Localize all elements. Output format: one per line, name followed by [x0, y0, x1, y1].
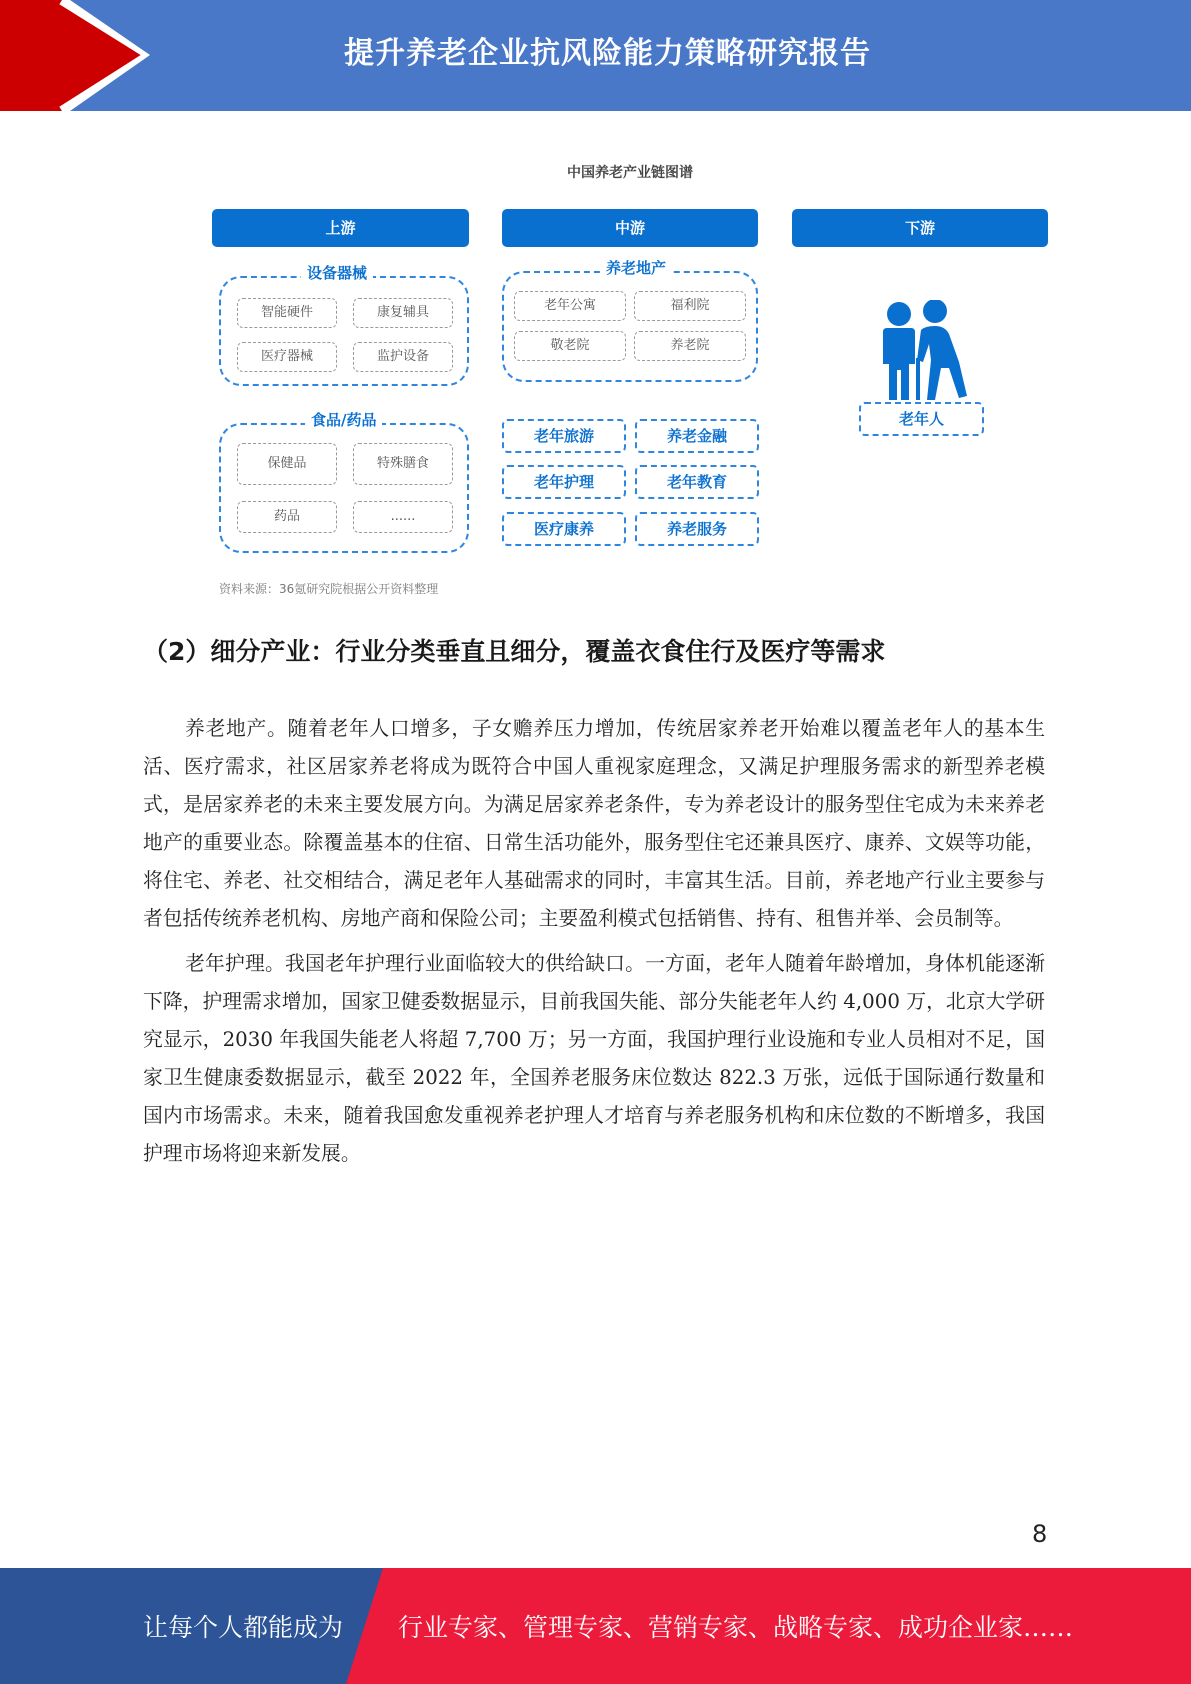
chain-item: ...... — [353, 501, 453, 533]
chain-tag: 医疗康养 — [502, 512, 626, 546]
page-footer — [0, 1568, 1191, 1684]
industry-chain-figure — [205, 150, 1055, 605]
paragraph: 养老地产。随着老年人口增多，子女赡养压力增加，传统居家养老开始难以覆盖老年人的基本生活、医疗需求，社区居家养老将成为既符合中国人重视家庭理念，又满足护理服务需求的新型养老模式，是居家养老的未来主要发展方向。为满足居家养老条件，专为养老设计的服务型住宅成为未来养老地产的重要业态。除覆盖基本的住宿、日常生活功能外，服务型住宅还兼具医疗、康养、文娱等功能，将住宅、养老、社交相结合，满足老年人基础需求的同时，丰富其生活。目前，养老地产行业主要参与者包括传统养老机构、房地产商和保险公司；主要盈利模式包括销售、持有、租售并举、会员制等。 — [143, 717, 1045, 930]
chain-tag: 老年教育 — [635, 465, 759, 499]
chain-item: 药品 — [237, 501, 337, 533]
group-elderly-real-estate — [502, 259, 758, 382]
chain-item: 智能硬件 — [237, 298, 337, 328]
chain-item: 康复辅具 — [353, 298, 453, 328]
paragraph: 老年护理。我国老年护理行业面临较大的供给缺口。一方面，老年人随着年龄增加，身体机能逐渐下降，护理需求增加，国家卫健委数据显示，目前我国失能、部分失能老年人约 4,000 万，北京大学研究显示，2030 年我国失能老人将超 7,700 万；另一方面，我国护理行业设施和专业人员相对不足，国家卫生健康委数据显示，截至 2022 年，全国养老服务床位数达 822.3 万张，远低于国际通行数量和国内市场需求。未来，随着我国愈发重视养老护理人才培育与养老服务机构和床位数的不断增多，我国护理市场将迎来新发展。 — [143, 952, 1045, 1165]
column-upstream: 上游 — [212, 209, 469, 247]
chain-tag: 老年旅游 — [502, 419, 626, 453]
group-label: 食品/药品 — [305, 410, 382, 430]
chain-tag: 养老服务 — [635, 512, 759, 546]
group-food-medicine — [219, 411, 469, 553]
figure-title: 中国养老产业链图谱 — [567, 165, 693, 181]
report-title: 提升养老企业抗风险能力策略研究报告 — [344, 36, 871, 71]
page-number: 8 — [1032, 1520, 1048, 1548]
chain-item: 福利院 — [634, 291, 746, 321]
chain-item: 医疗器械 — [237, 342, 337, 372]
chain-item: 养老院 — [634, 331, 746, 361]
chain-tag: 老年护理 — [502, 465, 626, 499]
elderly-couple-icon — [869, 300, 979, 410]
chain-item: 保健品 — [237, 443, 337, 485]
group-label: 设备器械 — [301, 263, 373, 283]
figure-source: 资料来源：36氪研究院根据公开资料整理 — [219, 582, 439, 596]
chain-tag-elderly: 老年人 — [859, 402, 984, 436]
column-downstream: 下游 — [792, 209, 1048, 247]
footer-slogan-left: 让每个人都能成为 — [143, 1613, 344, 1642]
chain-item: 监护设备 — [353, 342, 453, 372]
page-header — [0, 0, 1191, 111]
column-midstream: 中游 — [502, 209, 758, 247]
footer-slogan-right: 行业专家、管理专家、营销专家、战略专家、成功企业家…… — [398, 1613, 1074, 1642]
chain-item: 敬老院 — [514, 331, 626, 361]
chain-item: 老年公寓 — [514, 291, 626, 321]
group-equipment — [219, 264, 469, 386]
chain-item: 特殊膳食 — [353, 443, 453, 485]
group-label: 养老地产 — [600, 258, 672, 278]
chain-tag: 养老金融 — [635, 419, 759, 453]
section-heading: （2）细分产业：行业分类垂直且细分，覆盖衣食住行及医疗等需求 — [143, 637, 886, 666]
